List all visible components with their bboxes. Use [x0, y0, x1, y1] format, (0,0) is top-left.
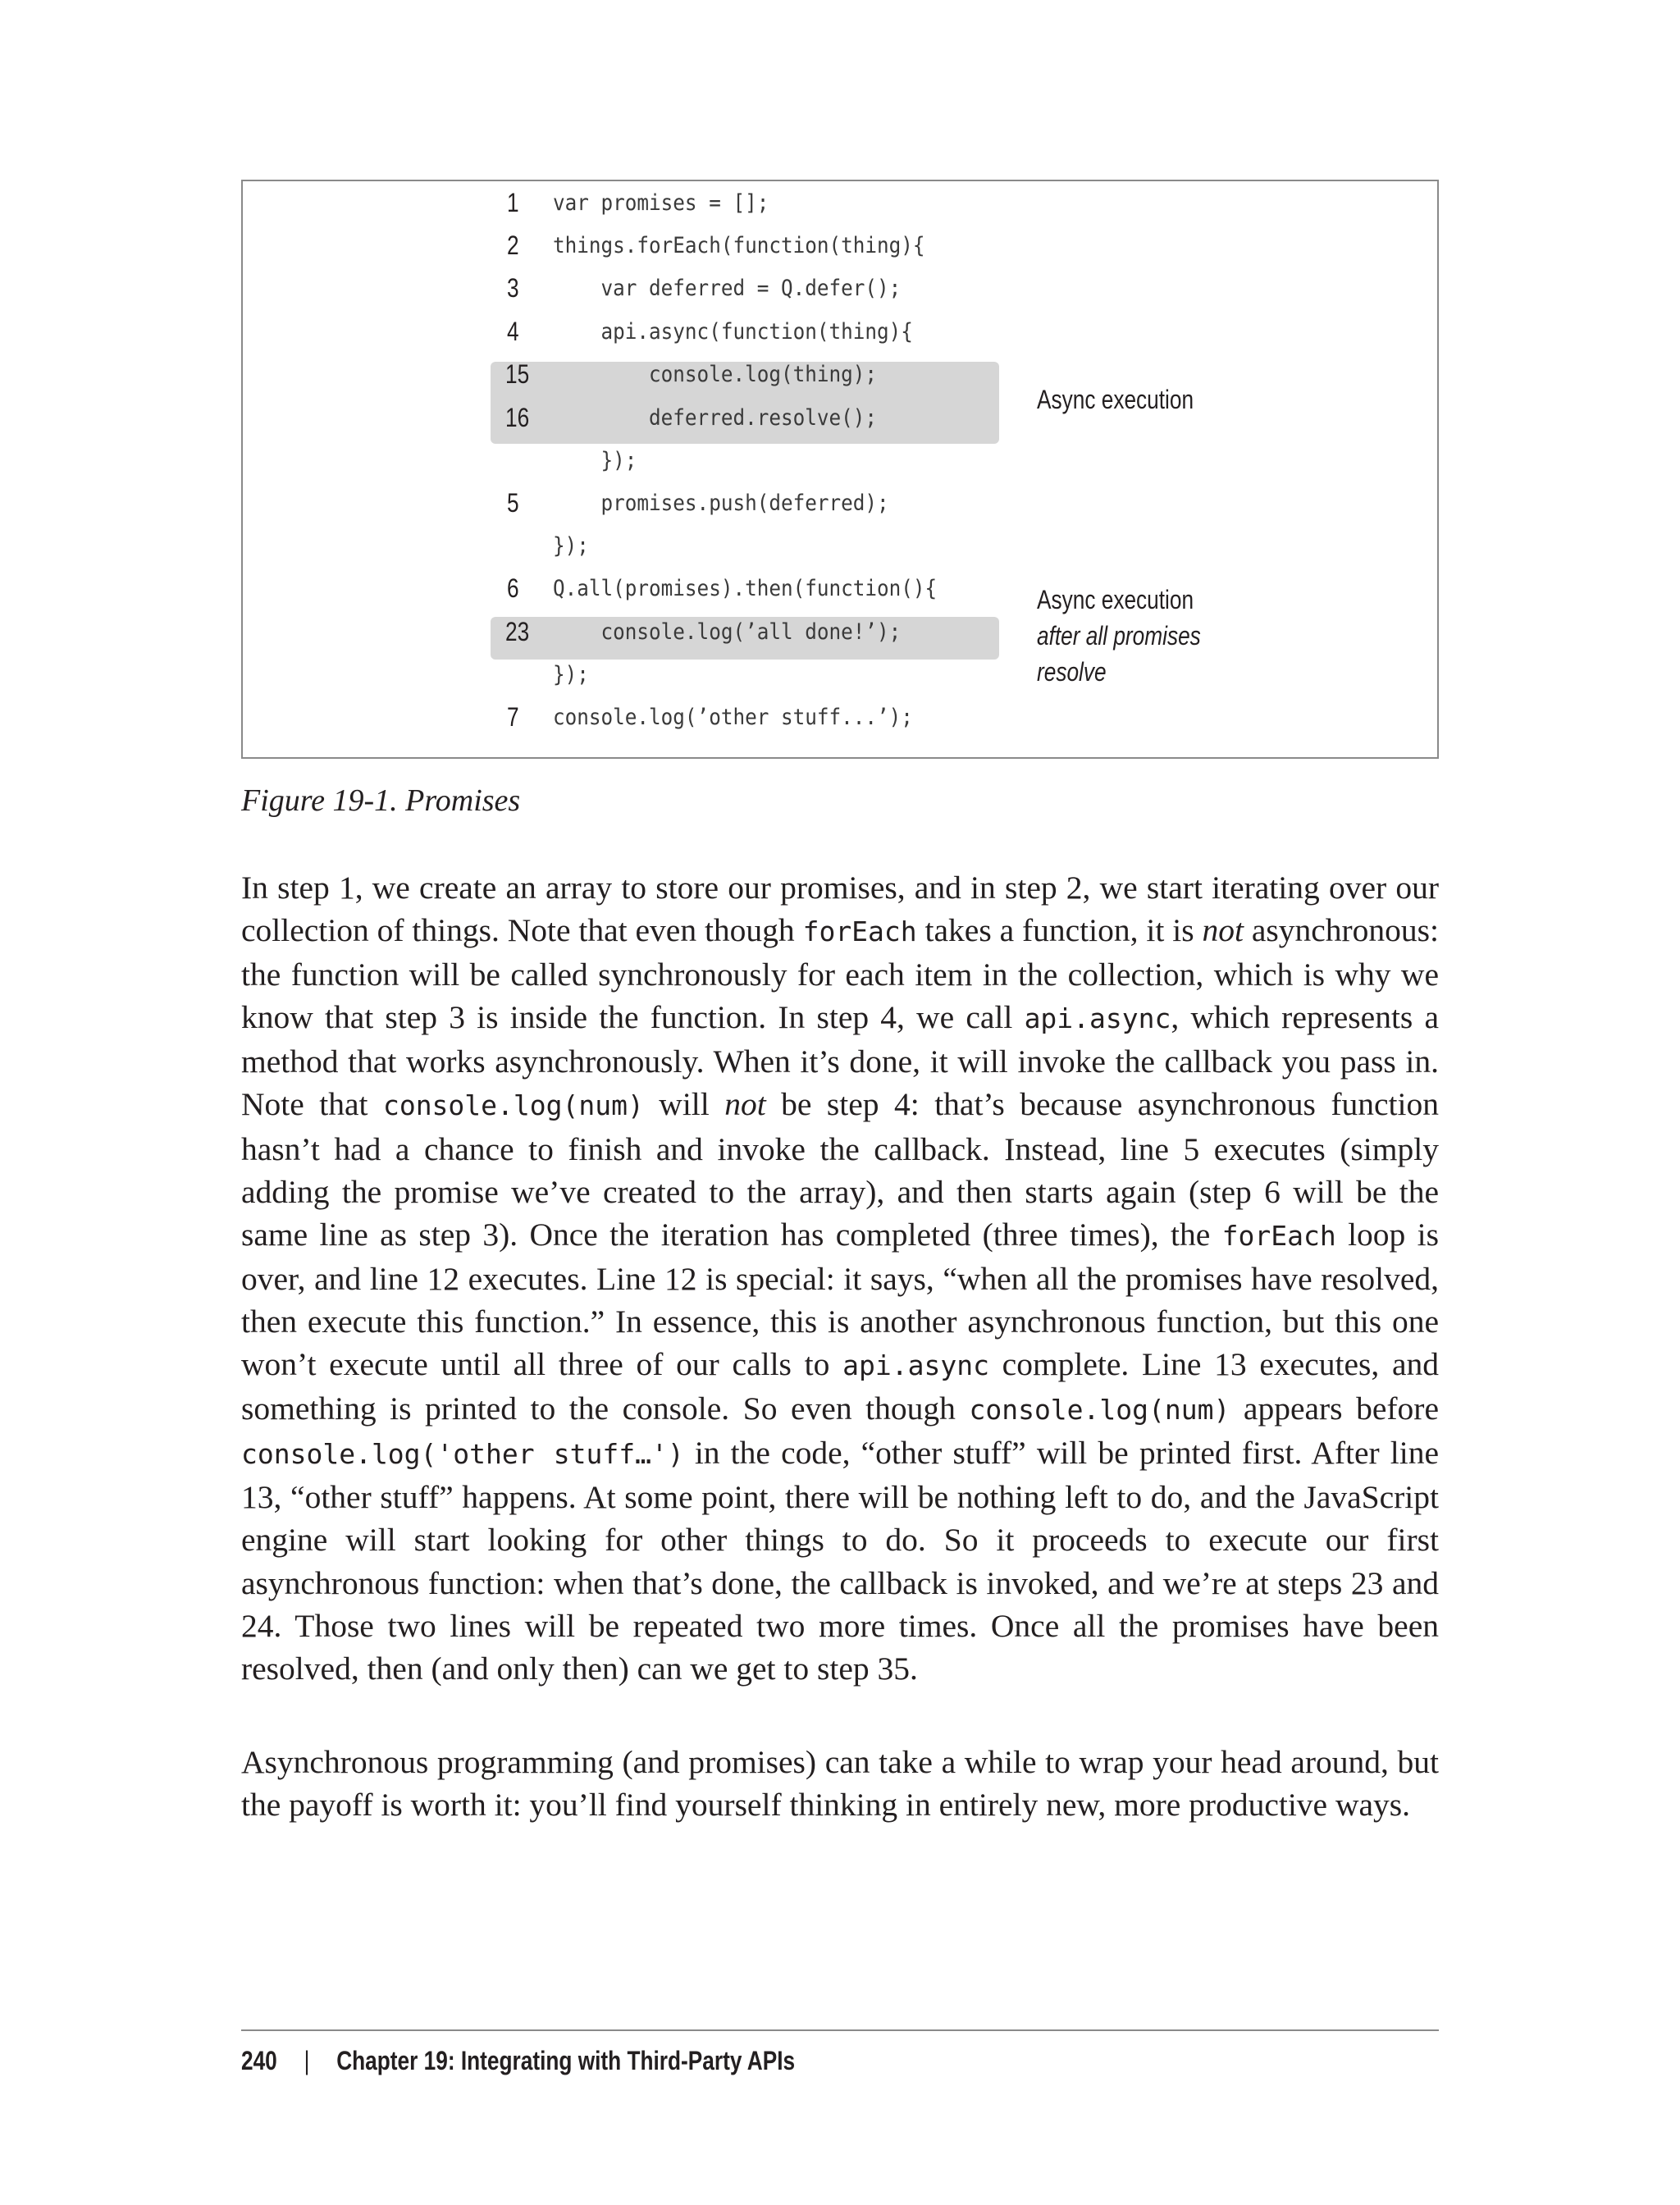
page-number: 240: [241, 2046, 277, 2075]
code-text: Q.all(promises).then(function(){: [553, 576, 938, 601]
line-number: 5: [507, 488, 519, 518]
line-number: 6: [507, 573, 519, 603]
line-number: 1: [507, 188, 519, 217]
text-run: asynchronous: the function will be called synchronously for each item in the collection, which is why we know that step 3 is inside the function. In step 4, we call: [241, 912, 1440, 1036]
code-text: var promises = [];: [553, 190, 769, 216]
line-number: 7: [507, 702, 519, 732]
code-text: console.log(thing);: [553, 362, 878, 387]
code-text: api.async(function(thing){: [553, 319, 913, 345]
code-line: [243, 181, 1437, 225]
inline-code: forEach: [802, 915, 917, 948]
code-line: [243, 610, 1437, 654]
figure-caption: Figure 19-1. Promises: [241, 783, 521, 818]
inline-code: console.log('other stuff…'): [241, 1438, 684, 1471]
code-text: });: [553, 662, 589, 687]
code-line: [243, 524, 1437, 568]
inline-code: console.log(num): [382, 1089, 644, 1122]
text-run: takes a function, it is: [916, 912, 1203, 949]
code-line: [243, 353, 1437, 396]
annotation-async-execution: Async execution: [1037, 385, 1194, 414]
code-text: });: [553, 448, 637, 473]
text-run: in the code, “other stuff” will be printed first. After line 13, “other stuff” happens. At some point, there will be nothing left to do, and the JavaScript engine will start looking for other things to do. So it proceeds to execute our first asynchronous function: when that’s done, the callback is invoked, and we’re at steps 23 and 24. Those two lines will be repeated two more times. Once all the promises have been resolved, then (and only then) can we get to step 35.: [241, 1435, 1439, 1687]
emphasis: not: [1202, 912, 1244, 949]
code-line: [243, 567, 1437, 610]
code-text: console.log(’all done!’);: [553, 619, 902, 645]
body-paragraph: Asynchronous programming (and promises) can take a while to wrap your head around, but the payoff is worth it: you’ll find yourself thinking in entirely new, more productive ways.: [241, 1744, 1439, 1824]
text-run: be step 4: that’s because asynchronous function hasn’t had a chance to finish and invoke the callback. Instead, line 5 executes (simply adding the promise we’ve created to the array), and then starts again (step 6 will be the same line as step 3). Once the iteration has completed (three times), the: [241, 1086, 1440, 1253]
annotation-italic: after all promises: [1037, 621, 1201, 651]
inline-code: api.async: [842, 1349, 989, 1382]
code-line: [243, 396, 1437, 440]
inline-code: api.async: [1024, 1002, 1171, 1035]
code-figure: [241, 180, 1439, 759]
line-number: 3: [507, 273, 519, 303]
code-line: [243, 439, 1437, 482]
inline-code: forEach: [1221, 1219, 1336, 1252]
code-line: [243, 267, 1437, 310]
line-number: 4: [507, 317, 519, 346]
text-run: will: [643, 1086, 725, 1123]
code-text: promises.push(deferred);: [553, 491, 889, 516]
code-line: [243, 482, 1437, 525]
code-text: console.log(’other stuff...’);: [553, 705, 913, 730]
code-text: var deferred = Q.defer();: [553, 276, 902, 301]
footer-separator: |: [304, 2046, 310, 2075]
chapter-title: Chapter 19: Integrating with Third-Party APIs: [336, 2046, 796, 2075]
page-footer: [241, 2043, 795, 2079]
annotation-after-promises: [1037, 582, 1201, 690]
line-number: 15: [505, 359, 530, 389]
text-run: In step 1, we create an array to store our promises, and in step 2, we start iterating over our collection of things. Note that even though: [241, 870, 1439, 949]
annotation-italic: resolve: [1037, 657, 1107, 687]
annotation-line: Async execution: [1037, 585, 1194, 614]
inline-code: console.log(num): [969, 1394, 1230, 1427]
line-number: 2: [507, 231, 519, 260]
code-text: things.forEach(function(thing){: [553, 233, 925, 258]
code-text: deferred.resolve();: [553, 405, 878, 431]
annotation-line: [1037, 654, 1201, 690]
code-line: [243, 653, 1437, 696]
code-line: [243, 224, 1437, 267]
footer-rule: [241, 2029, 1439, 2031]
code-line: [243, 696, 1437, 739]
text-run: , which represents a method that works asynchronously. When it’s done, it will invoke the callback you pass in. Note that: [241, 999, 1440, 1123]
code-line: [243, 310, 1437, 354]
line-number: 23: [505, 617, 530, 646]
code-text: });: [553, 533, 589, 559]
emphasis: not: [724, 1086, 766, 1123]
text-run: appears before: [1230, 1390, 1439, 1427]
text-run: loop is over, and line 12 executes. Line 12 is special: it says, “when all the promises have resolved, then execute this function.” In essence, this is another asynchronous function, but this one won’t execute until all three of our calls to: [241, 1216, 1439, 1383]
line-number: 16: [505, 403, 530, 432]
annotation-line: [1037, 618, 1201, 654]
text-run: complete. Line 13 executes, and something is printed to the console. So even though: [241, 1346, 1439, 1427]
body-paragraph: [241, 866, 1439, 1690]
